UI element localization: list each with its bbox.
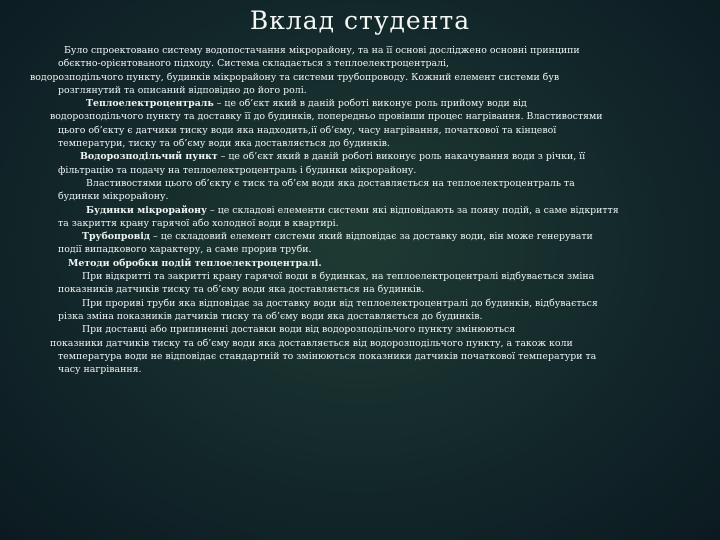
truba-line-1: [30, 230, 692, 243]
intro-line-2: обєктно-орієнтованого підходу. Система складається з теплоелектроцентралі,: [58, 58, 450, 70]
budynky-line-1: [30, 204, 692, 217]
budynky-line-2: та закриття крану гарячої або холодної води в квартирі.: [58, 217, 339, 229]
truba-term: Трубопровід: [82, 231, 151, 243]
methods-item-3-line-1: При доставці або припиненні доставки води від водорозподільчого пункту змінюються: [82, 324, 516, 336]
tec-line-1-rest: – це об’єкт який в даній роботі виконує роль прийому води від: [213, 98, 527, 110]
tec-line-3: цього об’єкту є датчики тиску води яка надходить,ії об’єму, часу нагрівання, початкової та кінцевої: [58, 124, 557, 136]
methods-item-3-line-2: показники датчиків тиску та об’єму води яка доставляється від водорозподільчого пункту, а також коли: [50, 337, 573, 349]
budynky-term: Будинки мікрорайону: [86, 204, 208, 216]
vodo-line-1-rest: – це об’єкт який в даній роботі виконує роль накачування води з річки, її: [217, 151, 586, 163]
methods-item-3-line-3: температура води не відповідає стандартній то змінюються показники датчиків початкової температури та: [58, 350, 597, 362]
tec-line-2: водорозподільчого пункту та доставку її до будинків, попередньо провівши процес нагрівання. Властивостями: [50, 111, 603, 123]
methods-item-1-line-2: показників датчиків тиску та об’єму води яка доставляється на будинків.: [58, 284, 425, 296]
intro-line-1: Було спроектовано систему водопостачання мікрорайону, та на її основі досліджено основні принципи: [64, 45, 580, 56]
vodo-line-1: [30, 150, 692, 163]
vodo-term: Водорозподільчий пункт: [80, 151, 218, 163]
slide-title: Вклад студента: [249, 6, 471, 35]
tec-term: Теплоелектроцентраль: [86, 98, 214, 110]
vodo-line-4: будинки мікрорайону.: [58, 191, 169, 203]
truba-line-1-rest: – це складовий елемент системи який відповідає за доставку води, він може генерувати: [150, 231, 593, 243]
slide-body: [30, 44, 692, 376]
tec-line-4: температури, тиску та об’єму води яка доставляється до будинків.: [58, 138, 390, 150]
methods-item-3-line-4: часу нагрівання.: [58, 364, 142, 376]
vodo-line-3: Властивостями цього об’єкту є тиск та об’єм води яка доставляється на теплоелектроцентраль та: [86, 177, 575, 189]
tec-line-1: [30, 97, 692, 110]
intro-line-4: розглянутий та описаний відповідно до його ролі.: [58, 84, 307, 96]
vodo-line-2: фільтрацію та подачу на теплоелектроцентраль і будинки мікрорайону.: [58, 164, 417, 176]
methods-item-2-line-1: При прориві труби яка відповідає за доставку води від теплоелектроцентралі до будинків, відбувається: [82, 297, 598, 309]
truba-line-2: події випадкового характеру, а саме прорив труби.: [58, 244, 312, 256]
intro-line-3: водорозподільчого пункту, будинків мікрорайону та системи трубопроводу. Кожний елемент системи був: [30, 71, 560, 83]
methods-heading: Методи обробки подій теплоелектроцентралі.: [68, 257, 322, 269]
methods-item-2-line-2: різка зміна показників датчиків тиску та об’єму води яка доставляється до будинків.: [58, 310, 483, 322]
budynky-line-1-rest: – це складові елементи системи які відповідають за появу подій, а саме відкриття: [207, 204, 619, 216]
methods-item-1-line-1: При відкритті та закритті крану гарячої води в будинках, на теплоелектроцентралі відбувається зміна: [82, 271, 595, 283]
